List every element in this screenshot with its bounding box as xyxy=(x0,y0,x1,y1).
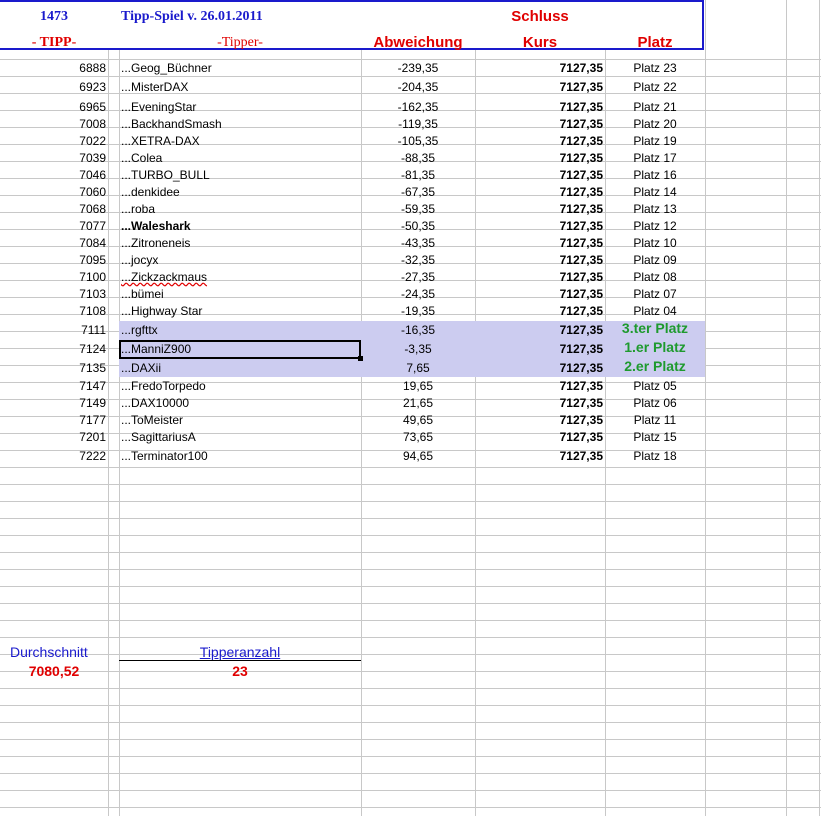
tipp-cell: 7149 xyxy=(79,396,106,410)
fill-handle[interactable] xyxy=(358,356,363,361)
row-divider xyxy=(0,807,821,808)
platz-cell: Platz 13 xyxy=(633,202,677,216)
kurs-cell: 7127,35 xyxy=(559,219,603,233)
tipp-cell: 7147 xyxy=(79,379,106,393)
tipper-cell: ...MisterDAX xyxy=(121,80,189,94)
kurs-cell: 7127,35 xyxy=(559,236,603,250)
platz-cell: Platz 08 xyxy=(633,270,677,284)
tipp-cell: 7100 xyxy=(79,270,106,284)
platz-cell: 3.ter Platz xyxy=(621,320,689,336)
kurs-cell: 7127,35 xyxy=(559,134,603,148)
tipp-cell: 7068 xyxy=(79,202,106,216)
abweichung-cell: 7,65 xyxy=(406,361,430,375)
abweichung-cell: 19,65 xyxy=(402,379,434,393)
abweichung-cell: -119,35 xyxy=(398,117,438,131)
abweichung-cell: -239,35 xyxy=(397,61,439,75)
abweichung-cell: -3,35 xyxy=(404,342,432,356)
abweichung-cell: -204,35 xyxy=(397,80,439,94)
tipperanzahl-label: Tipperanzahl xyxy=(199,644,281,660)
platz-cell: Platz 17 xyxy=(633,151,677,165)
abweichung-cell: -105,35 xyxy=(397,134,439,148)
tipp-cell: 7135 xyxy=(79,361,106,375)
abweichung-cell: 73,65 xyxy=(402,430,434,444)
page-title: Tipp-Spiel v. 26.01.2011 xyxy=(121,9,263,24)
kurs-cell: 7127,35 xyxy=(559,80,603,94)
tipper-cell: ...roba xyxy=(121,202,156,216)
column-divider xyxy=(786,0,787,816)
row-divider xyxy=(0,620,821,621)
tipper-cell: ...DAX10000 xyxy=(121,396,190,410)
tipp-cell: 7111 xyxy=(81,323,106,337)
tipper-cell: ...Highway Star xyxy=(121,304,203,318)
tipper-cell: ...Zitroneneis xyxy=(121,236,191,250)
abweichung-cell: -43,35 xyxy=(400,236,436,250)
abweichung-cell: -50,35 xyxy=(400,219,436,233)
kurs-cell: 7127,35 xyxy=(559,413,603,427)
abweichung-cell: 49,65 xyxy=(402,413,434,427)
tipper-cell: ...DAXii xyxy=(121,361,162,375)
row-divider xyxy=(0,722,821,723)
tipp-cell: 7103 xyxy=(79,287,106,301)
kurs-cell: 7127,35 xyxy=(559,61,603,75)
kurs-cell: 7127,35 xyxy=(559,323,603,337)
platz-cell: 2.er Platz xyxy=(624,358,686,374)
tipper-cell: ...Waleshark xyxy=(121,219,191,233)
row-divider xyxy=(0,603,821,604)
kurs-cell: 7127,35 xyxy=(559,117,603,131)
kurs-cell: 7127,35 xyxy=(559,185,603,199)
platz-cell: Platz 20 xyxy=(633,117,677,131)
platz-cell: Platz 10 xyxy=(633,236,677,250)
abweichung-cell: 94,65 xyxy=(402,449,434,463)
tipp-cell: 6965 xyxy=(79,100,106,114)
tipp-cell: 6923 xyxy=(79,80,106,94)
tipp-cell: 7124 xyxy=(79,342,106,356)
column-header-abweichung: Abweichung xyxy=(373,34,463,51)
abweichung-cell: -67,35 xyxy=(400,185,436,199)
row-divider xyxy=(0,552,821,553)
tipp-cell: 7046 xyxy=(79,168,106,182)
durchschnitt-value: 7080,52 xyxy=(28,663,80,679)
abweichung-cell: -24,35 xyxy=(400,287,436,301)
kurs-cell: 7127,35 xyxy=(559,202,603,216)
kurs-cell: 7127,35 xyxy=(559,270,603,284)
row-divider xyxy=(0,773,821,774)
column-header-tipp: - TIPP- xyxy=(31,35,77,50)
tipper-cell: ...TURBO_BULL xyxy=(121,168,210,182)
tipper-cell: ...XETRA-DAX xyxy=(121,134,200,148)
summary-underline xyxy=(119,660,361,661)
tipper-cell: ...BackhandSmash xyxy=(121,117,222,131)
abweichung-cell: -162,35 xyxy=(397,100,439,114)
tipp-cell: 7201 xyxy=(79,430,106,444)
platz-cell: Platz 16 xyxy=(633,168,677,182)
tipp-cell: 7222 xyxy=(79,449,106,463)
row-divider xyxy=(0,705,821,706)
abweichung-cell: 21,65 xyxy=(402,396,434,410)
kurs-cell: 7127,35 xyxy=(559,430,603,444)
row-divider xyxy=(0,586,821,587)
kurs-cell: 7127,35 xyxy=(559,304,603,318)
platz-cell: Platz 12 xyxy=(633,219,677,233)
tipp-cell: 7084 xyxy=(79,236,106,250)
tipper-cell: ...Zickzackmaus xyxy=(121,270,208,284)
tipp-cell: 7060 xyxy=(79,185,106,199)
tipp-cell: 6888 xyxy=(79,61,106,75)
row-divider xyxy=(0,569,821,570)
tipper-cell: ...Colea xyxy=(121,151,163,165)
platz-cell: 1.er Platz xyxy=(624,339,686,355)
platz-cell: Platz 09 xyxy=(633,253,677,267)
column-divider xyxy=(119,0,120,816)
row-divider xyxy=(0,790,821,791)
platz-cell: Platz 06 xyxy=(633,396,677,410)
durchschnitt-label: Durchschnitt xyxy=(10,644,88,660)
tipp-cell: 7008 xyxy=(79,117,106,131)
abweichung-cell: -32,35 xyxy=(400,253,436,267)
row-divider xyxy=(0,518,821,519)
platz-cell: Platz 07 xyxy=(633,287,677,301)
kurs-cell: 7127,35 xyxy=(559,168,603,182)
tipp-cell: 7108 xyxy=(79,304,106,318)
column-divider xyxy=(705,0,706,816)
platz-cell: Platz 05 xyxy=(633,379,677,393)
tipper-cell: ...ManniZ900 xyxy=(121,342,192,356)
tipp-cell: 7095 xyxy=(79,253,106,267)
row-divider xyxy=(0,535,821,536)
column-header-tipper: -Tipper- xyxy=(217,35,263,50)
column-header-platz: Platz xyxy=(637,34,673,51)
kurs-cell: 7127,35 xyxy=(559,287,603,301)
tipp-count: 1473 xyxy=(40,9,68,24)
tipper-cell: ...jocyx xyxy=(121,253,159,267)
kurs-cell: 7127,35 xyxy=(559,379,603,393)
platz-cell: Platz 23 xyxy=(633,61,677,75)
platz-cell: Platz 04 xyxy=(633,304,677,318)
tipper-cell: ...SagittariusA xyxy=(121,430,196,444)
abweichung-cell: -81,35 xyxy=(400,168,436,182)
schluss-label: Schluss xyxy=(511,8,569,25)
column-divider xyxy=(108,0,109,816)
row-divider xyxy=(0,467,821,468)
kurs-cell: 7127,35 xyxy=(559,449,603,463)
abweichung-cell: -19,35 xyxy=(400,304,436,318)
row-divider xyxy=(0,739,821,740)
column-divider xyxy=(819,0,820,816)
row-divider xyxy=(0,688,821,689)
abweichung-cell: -27,35 xyxy=(400,270,436,284)
tipper-cell: ...EveningStar xyxy=(121,100,197,114)
kurs-cell: 7127,35 xyxy=(559,151,603,165)
tipp-cell: 7022 xyxy=(79,134,106,148)
tipper-cell: ...FredoTorpedo xyxy=(121,379,206,393)
row-divider xyxy=(0,501,821,502)
tipper-cell: ...ToMeister xyxy=(121,413,184,427)
platz-cell: Platz 11 xyxy=(633,413,677,427)
abweichung-cell: -59,35 xyxy=(400,202,436,216)
tipp-cell: 7039 xyxy=(79,151,106,165)
kurs-cell: 7127,35 xyxy=(559,253,603,267)
row-divider xyxy=(0,637,821,638)
platz-cell: Platz 21 xyxy=(633,100,677,114)
tipp-cell: 7177 xyxy=(79,413,106,427)
platz-cell: Platz 18 xyxy=(633,449,677,463)
kurs-cell: 7127,35 xyxy=(559,342,603,356)
platz-cell: Platz 19 xyxy=(633,134,677,148)
kurs-cell: 7127,35 xyxy=(559,361,603,375)
tipperanzahl-value: 23 xyxy=(232,663,248,679)
row-divider xyxy=(0,756,821,757)
tipp-cell: 7077 xyxy=(79,219,106,233)
platz-cell: Platz 15 xyxy=(633,430,677,444)
tipper-cell: ...Geog_Büchner xyxy=(121,61,212,75)
kurs-cell: 7127,35 xyxy=(559,100,603,114)
active-cell-selection[interactable] xyxy=(119,340,361,359)
tipper-cell: ...denkidee xyxy=(121,185,180,199)
row-divider xyxy=(0,484,821,485)
tipper-cell: ...Terminator100 xyxy=(121,449,208,463)
tipper-cell: ...bümei xyxy=(121,287,164,301)
abweichung-cell: -16,35 xyxy=(400,323,436,337)
column-header-kurs: Kurs xyxy=(522,34,558,51)
tipper-cell: ...rgfttx xyxy=(121,323,158,337)
kurs-cell: 7127,35 xyxy=(559,396,603,410)
abweichung-cell: -88,35 xyxy=(400,151,436,165)
platz-cell: Platz 22 xyxy=(633,80,677,94)
platz-cell: Platz 14 xyxy=(633,185,677,199)
